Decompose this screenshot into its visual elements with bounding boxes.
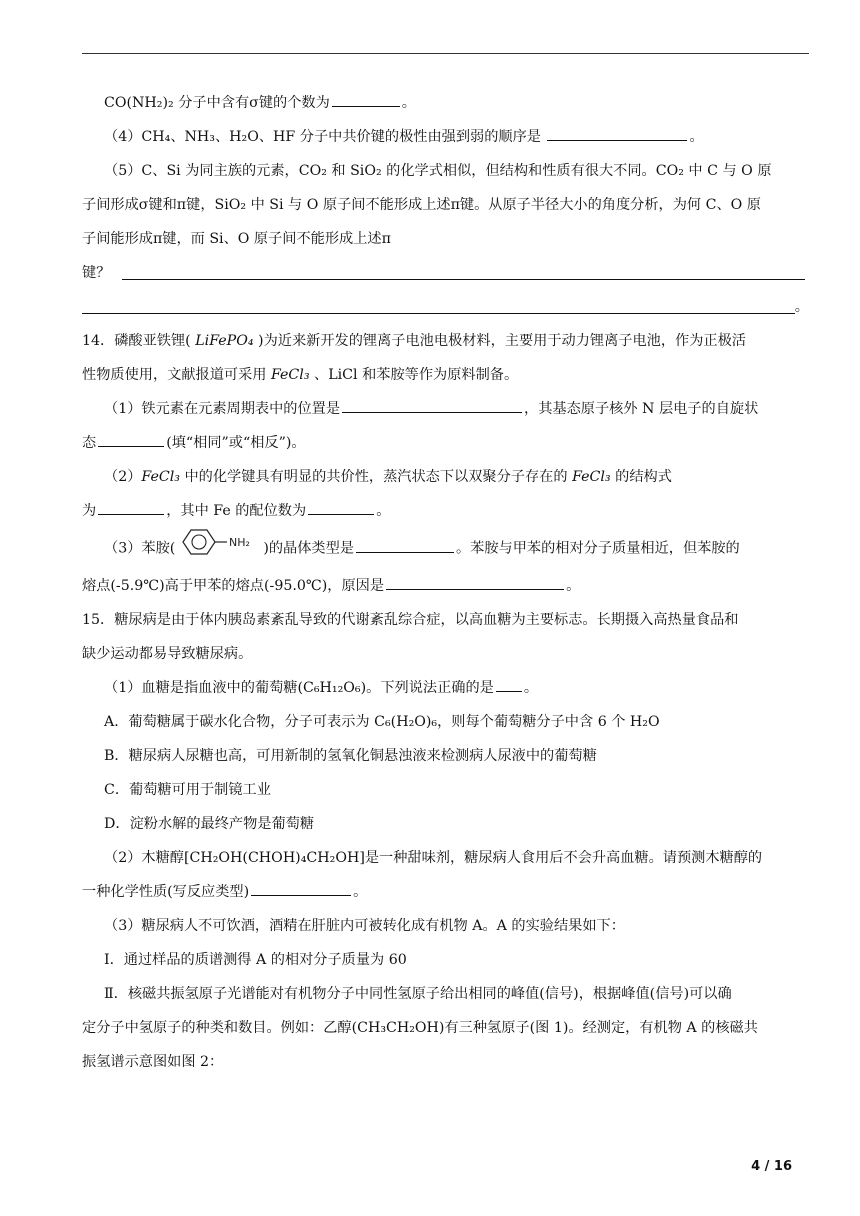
end-mark: 。 (376, 503, 391, 519)
q14-text: 为 (82, 503, 97, 519)
end-mark: 。 (794, 299, 809, 315)
q15-part3: （3）糖尿病人不可饮酒，酒精在肝脏内可被转化成有机物 A。A 的实验结果如下： (104, 918, 625, 934)
q14-line1 (82, 324, 809, 358)
end-mark: 。 (566, 578, 581, 594)
q14-line2 (82, 358, 809, 392)
option-c[interactable]: C．葡萄糖可用于制镜工业 (104, 782, 271, 798)
formula-fecl3: FeCl₃ (572, 469, 611, 485)
q13-part5-line2: 子间形成σ键和π键，SiO₂ 中 Si 与 O 原子间不能形成上述π键。从原子半径大小的角度分析，为何 C、O 原 (82, 197, 761, 213)
page-number: 4 / 16 (751, 1159, 792, 1174)
q14-part1-line2 (82, 426, 809, 460)
answer-blank[interactable] (98, 499, 164, 515)
aniline-structure-icon (175, 528, 263, 569)
answer-blank[interactable] (332, 91, 400, 107)
q14-part2-line1 (82, 460, 809, 494)
q14-text: 中的化学键具有明显的共价性，蒸汽状态下以双聚分子存在的 (184, 469, 568, 485)
answer-blank[interactable] (251, 880, 351, 896)
end-mark: 。 (401, 95, 416, 111)
q15-text: （1）血糖是指血液中的葡萄糖(C₆H₁₂O₆)。下列说法正确的是 (104, 680, 494, 696)
q13-part4 (82, 120, 809, 154)
answer-blank[interactable] (547, 125, 687, 141)
q14-part3-line1 (82, 528, 809, 569)
q15-item2-line3: 振氢谱示意图如图 2： (82, 1054, 224, 1070)
q15-item2-line2: 定分子中氢原子的种类和数目。例如：乙醇(CH₃CH₂OH)有三种氢原子(图 1)。经测定，有机物 A 的核磁共 (82, 1020, 758, 1036)
q15-part2-line2 (82, 875, 809, 909)
formula-lifepo4: LiFePO₄ (195, 333, 254, 349)
page-content (82, 86, 809, 1079)
q14-text: 熔点(-5.9℃)高于甲苯的熔点(-95.0℃)，原因是 (82, 578, 385, 594)
q15-text: 一种化学性质(写反应类型) (82, 884, 250, 900)
option-b[interactable]: B．糖尿病人尿糖也高，可用新制的氢氧化铜悬浊液来检测病人尿液中的葡萄糖 (104, 748, 597, 764)
q14-text: 。苯胺与甲苯的相对分子质量相近，但苯胺的 (455, 540, 740, 557)
q15-part1 (82, 671, 809, 705)
formula-fecl3: FeCl₃ (270, 367, 310, 383)
header-rule (82, 53, 809, 54)
q13-part5-line1: （5）C、Si 为同主族的元素，CO₂ 和 SiO₂ 的化学式相似，但结构和性质有很大不同。CO₂ 中 C 与 O 原 (104, 163, 772, 179)
end-mark: 。 (523, 680, 539, 696)
q14-part1-line1 (82, 392, 809, 426)
option-d[interactable]: D．淀粉水解的最终产物是葡萄糖 (104, 816, 315, 832)
answer-blank[interactable] (386, 574, 564, 590)
q13-part5-question: 键？ (82, 265, 111, 281)
q15-part2-line1: （2）木糖醇[CH₂OH(CHOH)₄CH₂OH]是一种甜味剂，糖尿病人食用后不会升高血糖。请预测木糖醇的 (104, 850, 763, 866)
q13-part5-line3: 子间能形成π键，而 Si、O 原子间不能形成上述π (82, 231, 391, 247)
q14-part2-line2 (82, 494, 809, 528)
answer-line[interactable] (82, 313, 795, 314)
answer-blank[interactable] (356, 537, 454, 553)
nh2-label: NH₂ (229, 536, 251, 549)
q14-text: 的结构式 (615, 469, 672, 485)
q13-sigma-text: CO(NH₂)₂ 分子中含有σ键的个数为 (104, 95, 330, 111)
q13-part5-line5 (82, 290, 809, 324)
q15-item2-line1: Ⅱ．核磁共振氢原子光谱能对有机物分子中同性氢原子给出相同的峰值(信号)，根据峰值(信号)可以确 (104, 986, 732, 1002)
q14-text: （1）铁元素在元素周期表中的位置是 (104, 401, 341, 417)
q15-line1: 15．糖尿病是由于体内胰岛素紊乱导致的代谢紊乱综合症，以高血糖为主要标志。长期摄入高热量食品和 (82, 612, 739, 628)
q14-text: （2） (104, 469, 142, 485)
q14-part3-line2 (82, 569, 809, 603)
q14-text: ，其中 Fe 的配位数为 (166, 503, 307, 519)
end-mark: 。 (353, 884, 368, 900)
end-mark: 。 (689, 129, 704, 145)
q13-sigma-line (82, 86, 809, 120)
q14-text: ，其基态原子核外 N 层电子的自旋状 (524, 401, 759, 417)
answer-line[interactable] (122, 279, 805, 280)
q15-line2: 缺少运动都易导致糖尿病。 (82, 646, 253, 662)
q13-part4-text: （4）CH₄、NH₃、H₂O、HF 分子中共价键的极性由强到弱的顺序是 (104, 129, 541, 145)
formula-fecl3: FeCl₃ (141, 469, 180, 485)
answer-blank[interactable] (98, 431, 164, 447)
q15-item1: Ⅰ．通过样品的质谱测得 A 的相对分子质量为 60 (104, 952, 407, 968)
answer-blank[interactable] (496, 676, 522, 692)
q14-text: 性物质使用，文献报道可采用 (82, 367, 267, 383)
q14-text: 态 (82, 435, 97, 451)
q14-text: )为近来新开发的锂离子电池电极材料，主要用于动力锂离子电池，作为正极活 (258, 333, 746, 349)
q14-text: 、LiCl 和苯胺等作为原料制备。 (314, 367, 519, 383)
q14-text: （3）苯胺( (104, 540, 176, 557)
q14-text: 14．磷酸亚铁锂( (82, 333, 191, 349)
q14-text: (填“相同”或“相反”)。 (166, 435, 306, 451)
q13-part5-line4 (82, 256, 809, 290)
answer-blank[interactable] (308, 499, 374, 515)
option-a[interactable]: A．葡萄糖属于碳水化合物，分子可表示为 C₆(H₂O)₆，则每个葡萄糖分子中含 6 个 H₂O (104, 714, 660, 730)
answer-blank[interactable] (342, 397, 522, 413)
q14-text: )的晶体类型是 (263, 540, 354, 557)
